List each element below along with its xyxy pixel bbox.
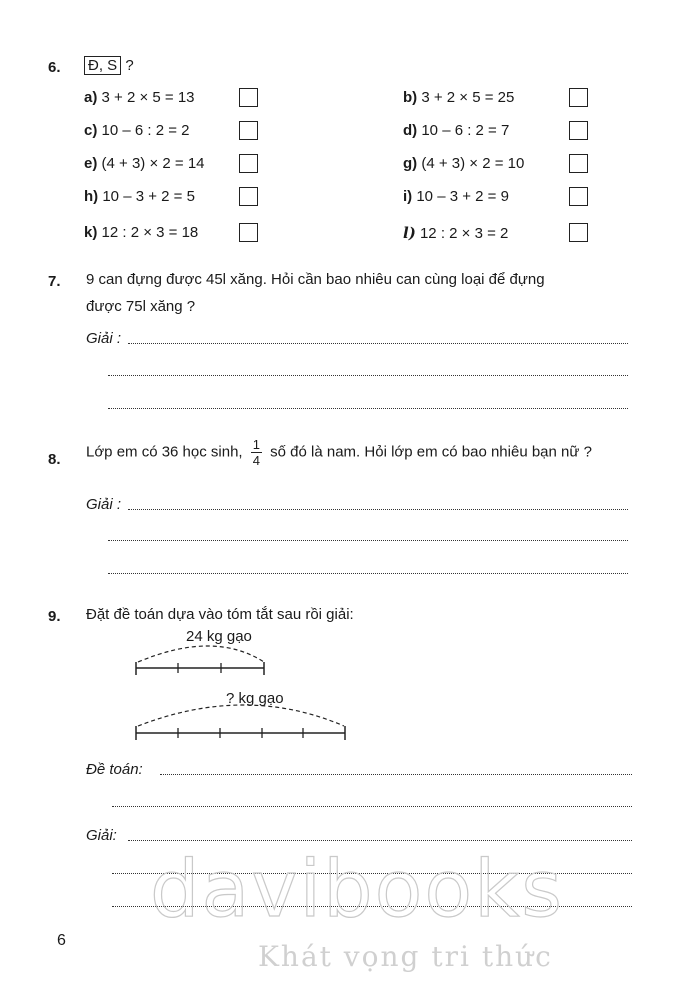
- q6-item-b: b) 3 + 2 × 5 = 25: [403, 89, 515, 106]
- q7-text-line1: 9 can đựng được 45l xăng. Hỏi cần bao nhiêu can cùng loại để đựng: [86, 271, 545, 288]
- q6-item-c: c) 10 – 6 : 2 = 2: [84, 122, 190, 139]
- page-number: 6: [57, 932, 66, 949]
- q7-text-line2: được 75l xăng ?: [86, 298, 196, 315]
- q9-number: 9.: [48, 608, 61, 625]
- q9-problem-line[interactable]: [112, 806, 632, 807]
- q8-giai-label: Giải :: [86, 496, 122, 513]
- q8-text: Lớp em có 36 học sinh, $\frac{1}{4}$ số đó là nam. Hỏi lớp em có bao nhiêu bạn nữ ?: [86, 437, 592, 468]
- q6-item-i: i) 10 – 3 + 2 = 9: [403, 188, 509, 205]
- watermark-brand: davibooks: [150, 845, 564, 935]
- q6-item-a: a) 3 + 2 × 5 = 13: [84, 89, 195, 106]
- q9-answer-line[interactable]: [128, 840, 632, 841]
- q6-item-g: g) (4 + 3) × 2 = 10: [403, 155, 525, 172]
- q6-item-d: d) 10 – 6 : 2 = 7: [403, 122, 510, 139]
- diagram-label-unknown: ? kg gạo: [226, 690, 284, 707]
- q9-problem-line[interactable]: [160, 774, 632, 775]
- diagram-label-24kg: 24 kg gạo: [186, 628, 252, 645]
- q6-question-mark: ?: [125, 57, 134, 74]
- q6-item-h: h) 10 – 3 + 2 = 5: [84, 188, 195, 205]
- q6-item-e: e) (4 + 3) × 2 = 14: [84, 155, 205, 172]
- q6-item-l: l) 12 : 2 × 3 = 2: [403, 224, 509, 242]
- q9-giai-label: Giải:: [86, 827, 117, 844]
- q8-number: 8.: [48, 451, 61, 468]
- q9-text: Đặt đề toán dựa vào tóm tắt sau rồi giải:: [86, 606, 354, 623]
- q6-tag: Đ, S: [84, 56, 121, 75]
- q6-number: 6.: [48, 59, 61, 76]
- q6-item-k: k) 12 : 2 × 3 = 18: [84, 224, 199, 241]
- watermark-slogan: Khát vọng tri thức: [258, 940, 553, 973]
- q7-number: 7.: [48, 273, 61, 290]
- brace-unknown: [138, 705, 344, 726]
- q7-giai-label: Giải :: [86, 330, 122, 347]
- brace-24kg: [138, 646, 264, 662]
- q9-de-toan-label: Đề toán:: [86, 761, 143, 778]
- q8-fraction: $\frac{1}{4}$: [252, 437, 260, 468]
